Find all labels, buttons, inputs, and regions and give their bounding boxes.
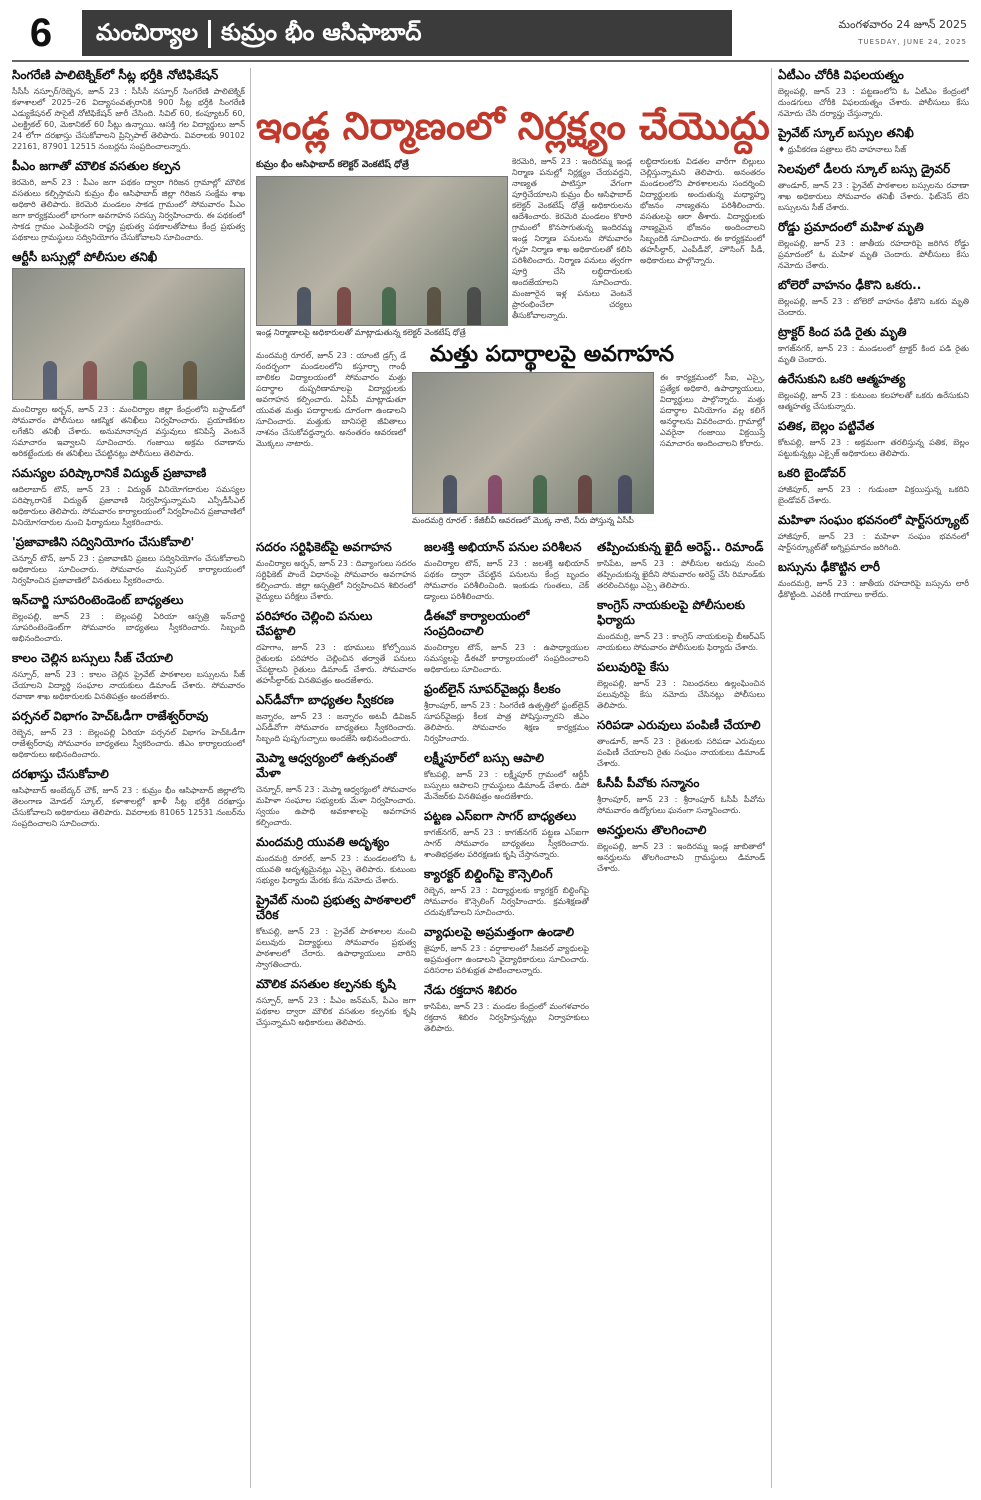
article-text: బెల్లంపల్లి, జూన్ 23 : కుటుంబ కలహాలతో ఒకరు ఉరేసుకుని ఆత్మహత్య చేసుకున్నారు.	[778, 391, 969, 411]
article-headline: క్యారక్టర్ బిల్డింగ్‌పై కౌన్సెలింగ్	[424, 867, 553, 881]
article-headline: పర్సనల్ విభాగం హెచ్‌ఓడీగా రాజేశ్వర్‌రావు	[12, 709, 209, 723]
article	[256, 693, 416, 744]
article-text: తాండూర్, జూన్ 23 : ప్రైవేట్ పాఠశాలల బస్సులను రవాణా శాఖ అధికారులు సోమవారం తనిఖీ చేశారు. ఫిట్‌నెస్ లేని బస్సులను సీజ్ చేశారు.	[778, 181, 969, 212]
article-headline: పలువురిపై కేసు	[597, 660, 669, 674]
article-headline: పతిక, బెల్లం పట్టివేత	[778, 419, 875, 433]
article-headline: సమస్యల పరిష్కారానికే విద్యుత్ ప్రజావాణి	[12, 466, 207, 480]
date-english: TUESDAY, JUNE 24, 2025	[858, 38, 967, 46]
date-telugu: మంగళవారం 24 జూన్ 2025	[838, 18, 967, 31]
article	[778, 68, 969, 119]
article-headline: డీఈవో కార్యాలయంలో సంప్రదించాలి	[424, 609, 530, 638]
article	[778, 513, 969, 553]
article	[778, 419, 969, 459]
article	[597, 598, 765, 653]
article-text: మంచిర్యాల టౌన్, జూన్ 23 : ఉపాధ్యాయుల సమస్యలపై డీఈవో కార్యాలయంలో సంప్రదించాలని అధికారులు సూచించారు.	[424, 643, 589, 674]
drugs-headline: మత్తు పదార్థాలపై అవగాహన	[430, 342, 675, 367]
lead-text-2: లబ్ధిదారులకు విడతల వారీగా బిల్లులు చెల్లిస్తున్నామని తెలిపారు. అనంతరం మండలంలోని పాఠశాలలను సందర్శించి విద్యార్థులకు అందుతున్న మధ్యాహ్న భోజనం నాణ్యతను పరిశీలించారు. వసతులపై ఆరా తీశారు. విద్యార్థులకు నాణ్యమైన భోజనం అందించాలని సిబ్బందికి సూచించారు. ఈ కార్యక్రమంలో తహసీల్దార్, ఎంపీడీవో, హౌసింగ్ పీడీ, అధికారులు పాల్గొన్నారు.	[640, 157, 765, 265]
article-headline: మెప్మా ఆధ్వర్యంలో ఉత్సవంతో మేళా	[256, 751, 397, 780]
article-text: బెల్లంపల్లి, జూన్ 23 : నిబంధనలు ఉల్లంఘించిన పలువురిపై కేసు నమోదు చేసినట్లు పోలీసులు తెలిపారు.	[597, 679, 765, 710]
article-text: కెరమెరి, జూన్ 23 : పీఎం జగా పథకం ద్వారా గిరిజన గ్రామాల్లో మౌలిక వసతులు కల్పిస్తామని కుమ్రం భీం ఆసిఫాబాద్ జిల్లా గిరిజన సంక్షేమ శాఖ అధికారి తెలిపారు. కెరమెరి మండలం సాకడ గ్రామంలో సోమవారం పీఎం జగా కార్యక్రమంలో భాగంగా అవగాహన సదస్సు నిర్వహించారు. ఈ పథకంలో సాకడ గ్రామం ఎంపికైందని రాష్ట్ర ప్రభుత్వ పథకాలతోపాటు కేంద్ర ప్రభుత్వ పథకాలు గ్రామస్థులు సద్వినియోగం చేసుకోవాలని సూచించారు.	[12, 178, 245, 242]
district-name-2: కుమ్రం భీం ఆసిఫాబాద్	[221, 20, 422, 46]
article	[597, 823, 765, 874]
article-text: మందమర్రి, జూన్ 23 : జాతీయ రహదారిపై బస్సును లారీ ఢీకొట్టింది. ఎవరికీ గాయాలు కాలేదు.	[778, 579, 969, 599]
article-text: జన్నారం, జూన్ 23 : జన్నారం అటవీ డివిజన్ ఎస్‌డీవోగా సోమవారం బాధ్యతలు స్వీకరించారు. సిబ్బంది పుష్పగుచ్ఛాలు అందజేసి అభినందించారు.	[256, 712, 416, 743]
article-headline: ఏటీఎం చోరీకి విఫలయత్నం	[778, 68, 904, 82]
article	[597, 718, 765, 769]
article-text: చెన్నూర్, జూన్ 23 : మెప్మా ఆధ్వర్యంలో సోమవారం మహిళా సంఘాల సభ్యులకు మేళా నిర్వహించారు. స్వయం ఉపాధి అవకాశాలపై అవగాహన కల్పించారు.	[256, 785, 416, 827]
lead-subheadline: కుమ్రం భీం ఆసిఫాబాద్ కలెక్టర్ వెంకటేష్ ధోత్రే	[256, 160, 409, 170]
article	[12, 535, 245, 586]
page-number: 6	[29, 11, 53, 55]
article	[256, 893, 416, 970]
article	[424, 540, 589, 602]
article-text: చెన్నూర్ టౌన్, జూన్ 23 : ప్రజావాణిని ప్రజలు సద్వినియోగం చేసుకోవాలని అధికారులు సూచించారు. సోమవారం మున్సిపల్ కార్యాలయంలో నిర్వహించిన ప్రజావాణిలో వినతులు స్వీకరించారు.	[12, 554, 245, 585]
article-headline: సదరం సర్టిఫికెట్‌పై అవగాహన	[256, 540, 392, 554]
article	[256, 540, 416, 602]
article-text: బెల్లంపల్లి, జూన్ 23 : జాతీయ రహదారిపై జరిగిన రోడ్డు ప్రమాదంలో ఓ మహిళ మృతి చెందారు. పోలీసులు కేసు నమోదు చేశారు.	[778, 239, 969, 270]
lead-photo-caption: ఇండ్ల నిర్మాణాలపై అధికారులతో మాట్లాడుతున్న కలెక్టర్ వెంకటేష్ ధోత్రే	[256, 328, 466, 337]
article	[778, 278, 969, 318]
article-text: జైపూర్, జూన్ 23 : వర్షాకాలంలో సీజనల్ వ్యాధులపై అప్రమత్తంగా ఉండాలని వైద్యాధికారులు సూచించారు. పరిసరాల పరిశుభ్రత పాటించాలన్నారు.	[424, 944, 589, 975]
article	[424, 809, 589, 860]
article-text: ఆదిలాబాద్ టౌన్, జూన్ 23 : విద్యుత్ వినియోగదారుల సమస్యల పరిష్కారానికే విద్యుత్ ప్రజావాణి నిర్వహిస్తున్నామని ఎన్పీడీసీఎల్ అధికారులు తెలిపారు. సోమవారం కార్యాలయంలో నిర్వహించిన ప్రజావాణిలో వినియోగదారుల నుంచి ఫిర్యాదులు స్వీకరించారు.	[12, 485, 245, 527]
article	[424, 751, 589, 802]
article-headline: ఆర్టీసీ బస్సుల్లో పోలీసుల తనిఖీ	[12, 250, 158, 264]
article-text: తాండూర్, జూన్ 23 : రైతులకు సరిపడా ఎరువులు పంపిణీ చేయాలని రైతు సంఘం నాయకులు డిమాండ్ చేశారు.	[597, 737, 765, 768]
column-4	[424, 540, 589, 1490]
article-headline: లక్ష్మీపూర్‌లో బస్సు ఆపాలి	[424, 751, 545, 765]
drugs-photo	[412, 372, 654, 514]
article	[424, 983, 589, 1034]
drugs-photo-caption: మందమర్రి రూరల్ : కేజీబీవీ ఆవరణలో మొక్క నాటి, నీరు పోస్తున్న ఏసీపీ	[412, 516, 634, 525]
article	[256, 609, 416, 686]
article-headline: ఇన్‌చార్జి సూపరింటెండెంట్ బాధ్యతలు	[12, 593, 184, 607]
article-text: బెల్లంపల్లి, జూన్ 23 : బెల్లంపల్లి ఏరియా ఆస్పత్రి ఇన్‌చార్జి సూపరింటెండెంట్‌గా సోమవారం బాధ్యతలు స్వీకరించారు. సిబ్బంది అభినందించారు.	[12, 612, 245, 643]
article	[424, 682, 589, 744]
article	[256, 751, 416, 828]
article-text: ♦ ధ్రువీకరణ పత్రాలు లేని వాహనాలు సీజ్	[778, 145, 907, 154]
article	[597, 540, 765, 591]
article-text: హాజీపూర్, జూన్ 23 : మహిళా సంఘం భవనంలో షార్ట్‌సర్క్యూట్‌తో అగ్నిప్రమాదం జరిగింది.	[778, 532, 969, 552]
article	[424, 609, 589, 675]
article-text: మంచిర్యాల టౌన్, జూన్ 23 : జలశక్తి అభియాన్ పథకం ద్వారా చేపట్టిన పనులను కేంద్ర బృందం సోమవారం పరిశీలించింది. ఇంకుడు గుంతలు, చెక్ డ్యాంలు పరిశీలించారు.	[424, 559, 589, 601]
article-headline: నేడు రక్తదాన శిబిరం	[424, 983, 517, 997]
article-headline: కాలం చెల్లిన బస్సులు సీజ్ చేయాలి	[12, 651, 174, 665]
article	[12, 68, 245, 152]
article-text: సీసీసీ నస్పూర్/రెబ్బెన, జూన్ 23 : సీసీసీ నస్పూర్ సింగరేణి పాలిటెక్నిక్ కళాశాలలో 2025–26 విద్యాసంవత్సరానికి 900 సీట్ల భర్తీకి సింగరేణి ఎడ్యుకేషనల్ సొసైటీ నోటిఫికేషన్ జారీ చేసింది. సివిల్ 60, కంప్యూటర్ 60, ఎలక్ట్రికల్ 60, మెకానికల్ 60 సీట్లు ఉన్నాయి. ఆసక్తి గల విద్యార్థులు జూన్ 24 లోగా దరఖాస్తు చేసుకోవాలని ప్రిన్సిపాల్ తెలిపారు. వివరాలకు 90102 22161, 87901 12515 నంబర్లను సంప్రదించాలన్నారు.	[12, 87, 245, 151]
article-headline: సెలవులో డీలరు స్కూల్ బస్సు డ్రైవర్	[778, 162, 951, 176]
article	[12, 651, 245, 702]
article-headline: ఫ్రంట్‌లైన్ సూపర్‌వైజర్లు కీలకం	[424, 682, 561, 696]
article-text: కాసిపేట, జూన్ 23 : పోలీసుల అదుపు నుంచి తప్పించుకున్న ఖైదీని సోమవారం అరెస్ట్ చేసి రిమాండ్‌కు తరలించినట్లు ఎస్సై తెలిపారు.	[597, 559, 765, 590]
article-text: మంచిర్యాల అర్బన్, జూన్ 23 : దివ్యాంగులు సదరం సర్టిఫికెట్ పొందే విధానంపై సోమవారం అవగాహన కల్పించారు. జిల్లా ఆస్పత్రిలో నిర్వహించిన శిబిరంలో వైద్యులు పరీక్షలు చేశారు.	[256, 559, 416, 601]
article-headline: అనర్హులను తొలగించాలి	[597, 823, 707, 837]
article-headline: కాంగ్రెస్ నాయకులపై పోలీసులకు ఫిర్యాదు	[597, 598, 746, 627]
article	[424, 925, 589, 976]
article-text: కాగజ్‌నగర్, జూన్ 23 : కాగజ్‌నగర్ పట్టణ ఎస్ఐగా సాగర్ సోమవారం బాధ్యతలు స్వీకరించారు. శాంతిభద్రతల పరిరక్షణకు కృషి చేస్తానన్నారు.	[424, 828, 589, 859]
article-headline: ప్రైవేట్ స్కూల్ బస్సుల తనిఖీ	[778, 126, 914, 140]
district-bar	[82, 10, 732, 56]
article-text: హాజీపూర్, జూన్ 23 : గుడుంబా విక్రయిస్తున్న ఒకరిని బైండోవర్ చేశారు.	[778, 485, 969, 505]
article-headline: మౌలిక వసతుల కల్పనకు కృషి	[256, 977, 396, 991]
article-text: రెబ్బెన, జూన్ 23 : విద్యార్థులకు క్యారక్టర్ బిల్డింగ్‌పై సోమవారం కౌన్సెలింగ్ నిర్వహించారు. క్రమశిక్షణతో చదువుకోవాలని సూచించారు.	[424, 886, 589, 917]
article	[778, 372, 969, 412]
article	[12, 466, 245, 528]
article-text: బెల్లంపల్లి, జూన్ 23 : పట్టణంలోని ఓ ఏటీఎం కేంద్రంలో దుండగులు చోరీకి విఫలయత్నం చేశారు. పోలీసులు కేసు నమోదు చేసి దర్యాప్తు చేస్తున్నారు.	[778, 87, 969, 118]
article-headline: సరిపడా ఎరువులు పంపిణీ చేయాలి	[597, 718, 761, 732]
article	[597, 660, 765, 711]
article	[778, 560, 969, 600]
article-headline: బస్సును ఢీకొట్టిన లారీ	[778, 560, 880, 574]
article-text: నస్పూర్, జూన్ 23 : పీఎం జన్‌మన్, పీఎం జగా పథకాల ద్వారా మౌలిక వసతుల కల్పనకు కృషి చేస్తున్నామని అధికారులు తెలిపారు.	[256, 996, 416, 1027]
article	[778, 126, 969, 155]
article	[256, 977, 416, 1028]
article-headline: 'ప్రజావాణిని సద్వినియోగం చేసుకోవాలి'	[12, 535, 195, 549]
article-text: శ్రీరాంపూర్, జూన్ 23 : సింగరేణి ఉత్పత్తిలో ఫ్రంట్‌లైన్ సూపర్‌వైజర్లు కీలక పాత్ర పోషిస్తున్నారని జీఎం తెలిపారు. సోమవారం శిక్షణ కార్యక్రమం నిర్వహించారు.	[424, 701, 589, 743]
article-text: మంచిర్యాల అర్బన్, జూన్ 23 : మంచిర్యాల జిల్లా కేంద్రంలోని బస్టాండ్‌లో సోమవారం పోలీసులు ఆకస్మిక తనిఖీలు నిర్వహించారు. ప్రయాణికుల లగేజీని తనిఖీ చేశారు. అనుమానాస్పద వస్తువులు కనిపిస్తే వెంటనే సమాచారం ఇవ్వాలని సూచించారు. గంజాయి అక్రమ రవాణాను అరికట్టేందుకు ఈ తనిఖీలు చేపట్టినట్లు పోలీసులు తెలిపారు.	[12, 405, 245, 458]
article-text: కోటపల్లి, జూన్ 23 : అక్రమంగా తరలిస్తున్న పతిక, బెల్లం పట్టుకున్నట్లు ఎక్సైజ్ అధికారులు తెలిపారు.	[778, 438, 969, 458]
article-headline: వ్యాధులపై అప్రమత్తంగా ఉండాలి	[424, 925, 575, 939]
article-text: బెల్లంపల్లి, జూన్ 23 : బోలెరో వాహనం ఢీకొని ఒకరు మృతి చెందారు.	[778, 297, 969, 317]
article	[12, 709, 245, 760]
article-headline: మహిళా సంఘం భవనంలో షార్ట్‌సర్క్యూట్	[778, 513, 969, 527]
article-headline: ప్రైవేట్ నుంచి ప్రభుత్వ పాఠశాలలో చేరిక	[256, 893, 415, 922]
article-text: దహెగాం, జూన్ 23 : భూములు కోల్పోయిన రైతులకు పరిహారం చెల్లించిన తర్వాతే పనులు చేపట్టాలని రైతులు డిమాండ్ చేశారు. సోమవారం తహసీల్దార్‌కు వినతిపత్రం అందజేశారు.	[256, 643, 416, 685]
article-headline: బోలెరో వాహనం ఢీకొని ఒకరు..	[778, 278, 922, 292]
article-text: నస్పూర్, జూన్ 23 : కాలం చెల్లిన ప్రైవేట్ పాఠశాలల బస్సులను సీజ్ చేయాలని విద్యార్థి సంఘాల నాయకులు డిమాండ్ చేశారు. సోమవారం రవాణా శాఖ అధికారులకు వినతిపత్రం అందజేశారు.	[12, 670, 245, 701]
article-text: కోటపల్లి, జూన్ 23 : ప్రైవేట్ పాఠశాలల నుంచి పలువురు విద్యార్థులు సోమవారం ప్రభుత్వ పాఠశాలలో చేరారు. ఉపాధ్యాయులు వారిని స్వాగతించారు.	[256, 927, 416, 969]
column-3	[256, 540, 416, 1490]
district-separator	[208, 20, 211, 48]
article-text: కోటపల్లి, జూన్ 23 : లక్ష్మీపూర్ గ్రామంలో ఆర్టీసీ బస్సులు ఆపాలని గ్రామస్థులు డిమాండ్ చేశారు. డిపో మేనేజర్‌కు వినతిపత్రం అందజేశారు.	[424, 770, 589, 801]
column-rule	[250, 68, 251, 1488]
column-4b	[597, 540, 765, 1490]
article	[778, 466, 969, 506]
article	[424, 867, 589, 918]
article-headline: రోడ్డు ప్రమాదంలో మహిళ మృతి	[778, 220, 924, 234]
article-text: ఆసిఫాబాద్ అంబేద్కర్ చౌక్, జూన్ 23 : కుమ్రం భీం ఆసిఫాబాద్ జిల్లాలోని తెలంగాణ మోడల్ స్కూల్, కళాశాలల్లో ఖాళీ సీట్ల భర్తీకి దరఖాస్తు చేసుకోవాలని అధికారులు తెలిపారు. వివరాలకు 81065 12531 నంబర్‌ను సంప్రదించాలని సూచించారు.	[12, 786, 245, 828]
article	[778, 325, 969, 365]
article-headline: జలశక్తి అభియాన్ పనుల పరిశీలన	[424, 540, 582, 554]
article-headline: దరఖాస్తు చేసుకోవాలి	[12, 767, 109, 781]
article	[12, 159, 245, 243]
article-headline: పరిహారం చెల్లించి పనులు చేపట్టాలి	[256, 609, 373, 638]
lead-headline: ఇండ్ల నిర్మాణంలో నిర్లక్ష్యం చేయొద్దు	[256, 104, 770, 148]
article	[12, 250, 245, 459]
district-name-1: మంచిర్యాల	[96, 20, 199, 46]
bus-inspection-photo	[12, 268, 245, 400]
lead-photo	[256, 176, 508, 326]
column-rule	[771, 68, 772, 1488]
article-headline: పీఎం జగాతో మౌలిక వసతుల కల్పన	[12, 159, 181, 173]
article-headline: ఒకరి బైండోవర్	[778, 466, 846, 480]
article-text: శ్రీరాంపూర్, జూన్ 23 : శ్రీరాంపూర్ ఓసీపీ పీవోను సోమవారం ఉద్యోగులు ఘనంగా సన్మానించారు.	[597, 795, 765, 815]
article-headline: మందమర్రి యువతి అదృశ్యం	[256, 835, 390, 849]
drugs-text-2: ఈ కార్యక్రమంలో సీఐ, ఎస్సై, ప్రత్యేక అధికారి, ఉపాధ్యాయులు, విద్యార్థులు పాల్గొన్నారు. మత్తు పదార్థాల వినియోగం వల్ల కలిగే అనర్థాలను వివరించారు. గ్రామాల్లో ఎవరైనా గంజాయి విక్రయిస్తే సమాచారం అందించాలని కోరారు.	[660, 373, 765, 448]
article	[12, 593, 245, 644]
article-headline: పట్టణ ఎస్ఐగా సాగర్ బాధ్యతలు	[424, 809, 577, 823]
column-5	[778, 68, 969, 1488]
article-text: మందమర్రి రూరల్, జూన్ 23 : మండలంలోని ఓ యువతి అదృశ్యమైనట్లు ఎస్సై తెలిపారు. కుటుంబ సభ్యుల ఫిర్యాదు మేరకు కేసు నమోదు చేశారు.	[256, 854, 416, 885]
column-1	[12, 68, 245, 1488]
article-headline: తప్పించుకున్న ఖైదీ అరెస్ట్.. రిమాండ్	[597, 540, 764, 554]
article-headline: ట్రాక్టర్ కింద పడి రైతు మృతి	[778, 325, 907, 339]
article-headline: ఎస్‌డీవోగా బాధ్యతల స్వీకరణ	[256, 693, 394, 707]
article-text: కాగజ్‌నగర్, జూన్ 23 : మండలంలో ట్రాక్టర్ కింద పడి రైతు మృతి చెందారు.	[778, 344, 969, 364]
article-headline: సింగరేణి పాలిటెక్నిక్‌లో సీట్ల భర్తీకి నోటిఫికేషన్	[12, 68, 219, 82]
article	[256, 835, 416, 886]
masthead	[12, 8, 969, 62]
article	[778, 220, 969, 271]
article	[597, 776, 765, 816]
article-headline: ఓసీపీ పీవోకు సన్మానం	[597, 776, 700, 790]
article-text: కాసిపేట, జూన్ 23 : మండల కేంద్రంలో మంగళవారం రక్తదాన శిబిరం నిర్వహిస్తున్నట్లు నిర్వాహకులు తెలిపారు.	[424, 1002, 589, 1033]
article-text: బెల్లంపల్లి, జూన్ 23 : ఇందిరమ్మ ఇండ్ల జాబితాలో అనర్హులను తొలగించాలని గ్రామస్థులు డిమాండ్ చేశారు.	[597, 842, 765, 873]
article	[778, 162, 969, 213]
drugs-text-1: మందమర్రి రూరల్, జూన్ 23 : యాంటి డ్రగ్స్ డే సందర్భంగా మండలంలోని కస్తూర్బా గాంధీ బాలికల విద్యాలయంలో సోమవారం మత్తు పదార్థాల దుష్పరిణామాలపై విద్యార్థులకు అవగాహన కల్పించారు. ఏసీపీ మాట్లాడుతూ యువత మత్తు పదార్థాలకు దూరంగా ఉండాలని సూచించారు. మత్తుకు బానిసలై జీవితాలు నాశనం చేసుకోవద్దన్నారు. అనంతరం ఆవరణలో మొక్కలు నాటారు.	[256, 351, 406, 448]
article-headline: ఉరేసుకుని ఒకరి ఆత్మహత్య	[778, 372, 906, 386]
lead-text-1: కెరమెరి, జూన్ 23 : ఇందిరమ్మ ఇండ్ల నిర్మాణ పనుల్లో నిర్లక్ష్యం చేయవద్దని, నాణ్యత పాటిస్తూ వేగంగా పూర్తిచేయాలని కుమ్రం భీం ఆసిఫాబాద్ కలెక్టర్ వెంకటేష్ ధోత్రే అధికారులను ఆదేశించారు. కెరమెరి మండలం కొఠారి గ్రామంలో కొనసాగుతున్న ఇందిరమ్మ ఇండ్ల నిర్మాణ పనులను సోమవారం గృహ నిర్మాణ శాఖ అధికారులతో కలిసి పరిశీలించారు. నిర్మాణ పనులు త్వరగా పూర్తి చేసి లబ్ధిదారులకు అందజేయాలని సూచించారు. మంజూరైన ఇళ్ల పనులు వెంటనే ప్రారంభించేలా చర్యలు తీసుకోవాలన్నారు.	[512, 157, 632, 320]
article-text: మందమర్రి, జూన్ 23 : కాంగ్రెస్ నాయకులపై బీఆర్ఎస్ నాయకులు సోమవారం పోలీసులకు ఫిర్యాదు చేశారు.	[597, 632, 765, 652]
article-text: రెబ్బెన, జూన్ 23 : బెల్లంపల్లి ఏరియా పర్సనల్ విభాగం హెచ్‌ఓడీగా రాజేశ్వర్‌రావు సోమవారం బాధ్యతలు స్వీకరించారు. జీఎం కార్యాలయంలో అధికారులు అభినందించారు.	[12, 728, 245, 759]
article	[12, 767, 245, 829]
